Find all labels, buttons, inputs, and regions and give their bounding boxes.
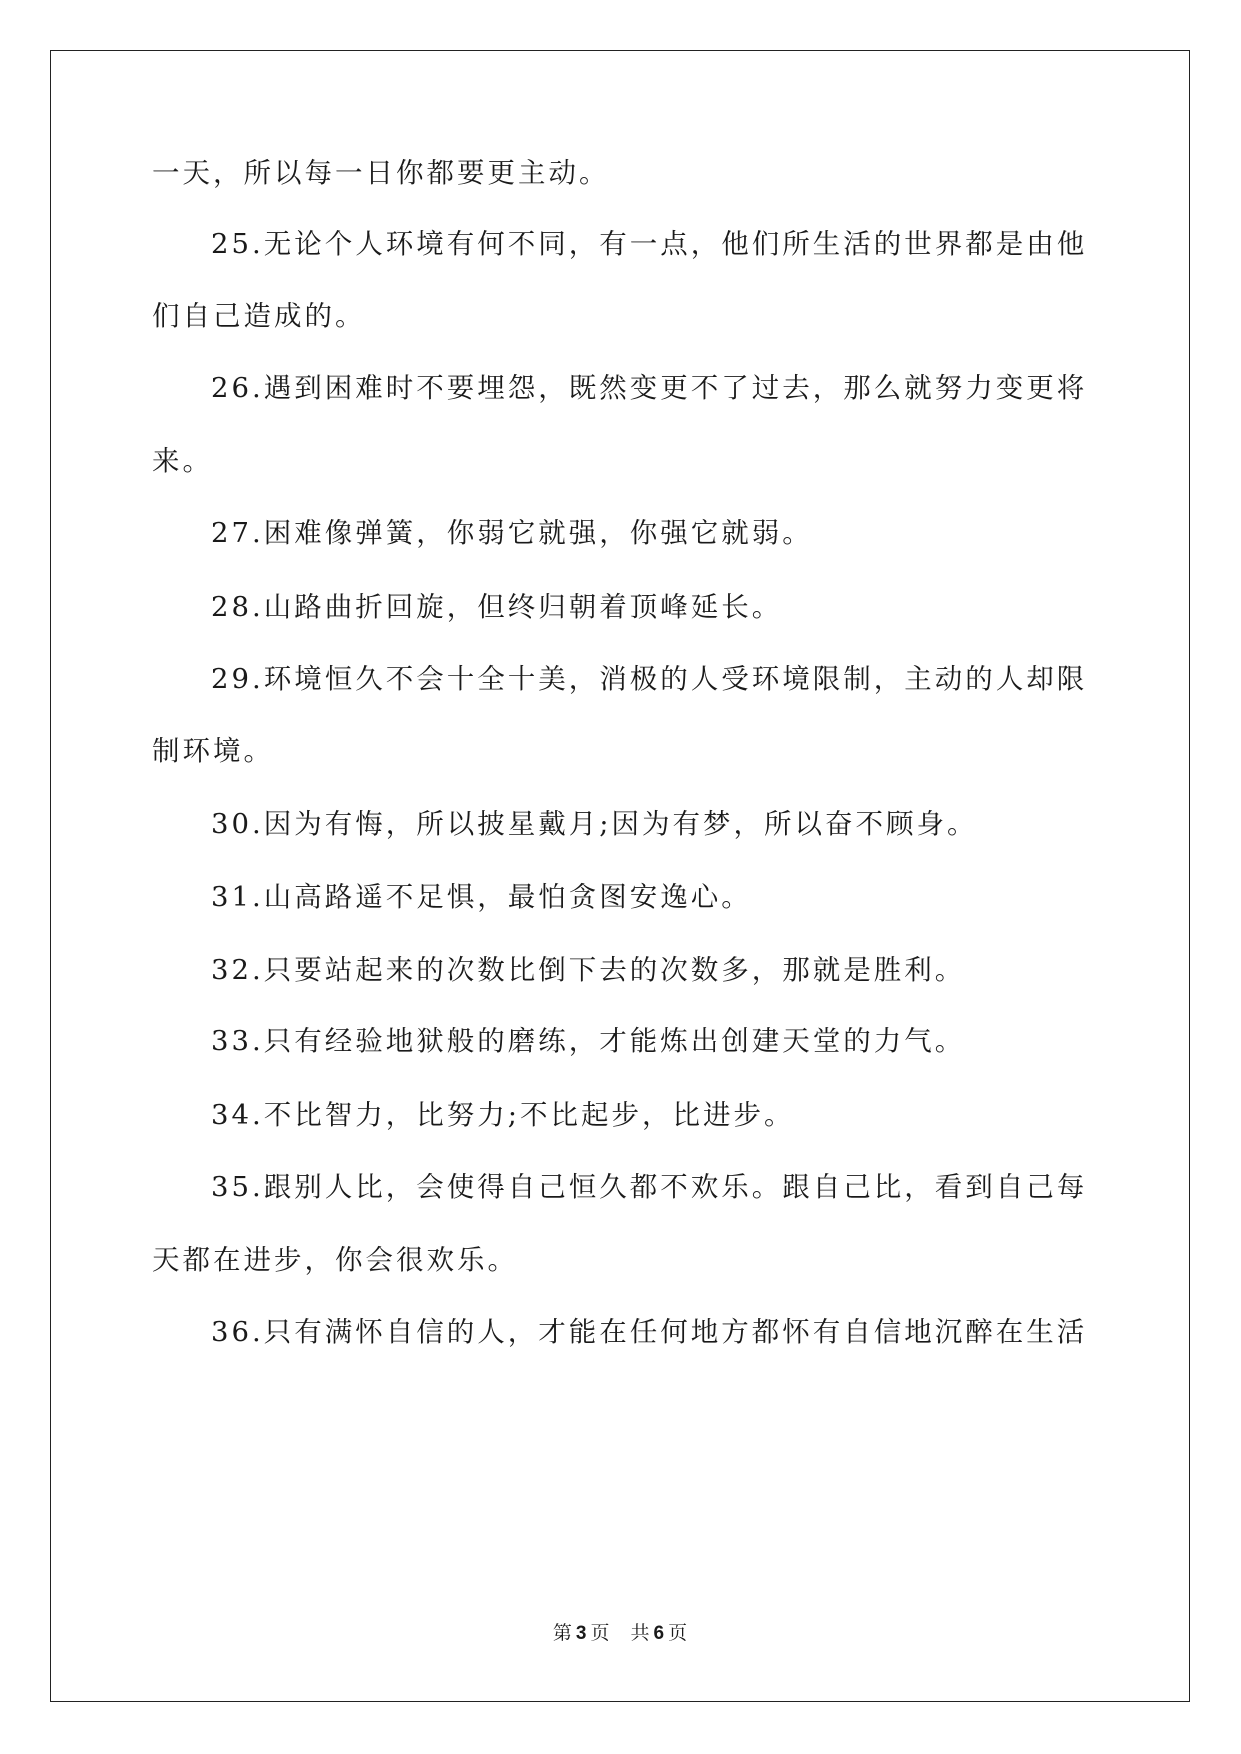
total-prefix: 共: [630, 1622, 651, 1644]
text-line: 30.因为有悔，所以披星戴月;因为有梦，所以奋不顾身。: [211, 808, 978, 840]
current-page-number: 3: [575, 1623, 588, 1644]
page-suffix: 页: [590, 1622, 611, 1644]
text-line: 28.山路曲折回旋，但终归朝着顶峰延长。: [211, 591, 783, 623]
text-line: 25.无论个人环境有何不同，有一点，他们所生活的世界都是由他: [211, 228, 1088, 260]
text-line: 26.遇到困难时不要埋怨，既然变更不了过去，那么就努力变更将: [211, 372, 1088, 404]
total-page-number: 6: [653, 1623, 666, 1644]
page-prefix: 第: [552, 1622, 573, 1644]
total-suffix: 页: [668, 1622, 689, 1644]
text-line: 们自己造成的。: [152, 300, 366, 332]
text-line: 一天，所以每一日你都要更主动。: [152, 157, 610, 189]
text-line: 29.环境恒久不会十全十美，消极的人受环境限制，主动的人却限: [211, 663, 1088, 695]
text-line: 来。: [152, 445, 213, 477]
text-line: 31.山高路遥不足惧，最怕贪图安逸心。: [211, 881, 752, 913]
text-line: 34.不比智力，比努力;不比起步，比进步。: [211, 1099, 795, 1131]
page-number-footer: [0, 1618, 1241, 1645]
text-line: 36.只有满怀自信的人，才能在任何地方都怀有自信地沉醉在生活: [211, 1316, 1088, 1348]
text-line: 32.只要站起来的次数比倒下去的次数多，那就是胜利。: [211, 954, 966, 986]
text-line: 天都在进步，你会很欢乐。: [152, 1244, 518, 1276]
text-line: 35.跟别人比，会使得自己恒久都不欢乐。跟自己比，看到自己每: [211, 1171, 1088, 1203]
text-line: 33.只有经验地狱般的磨练，才能炼出创建天堂的力气。: [211, 1025, 966, 1057]
text-line: 27.困难像弹簧，你弱它就强，你强它就弱。: [211, 517, 813, 549]
text-line: 制环境。: [152, 735, 274, 767]
